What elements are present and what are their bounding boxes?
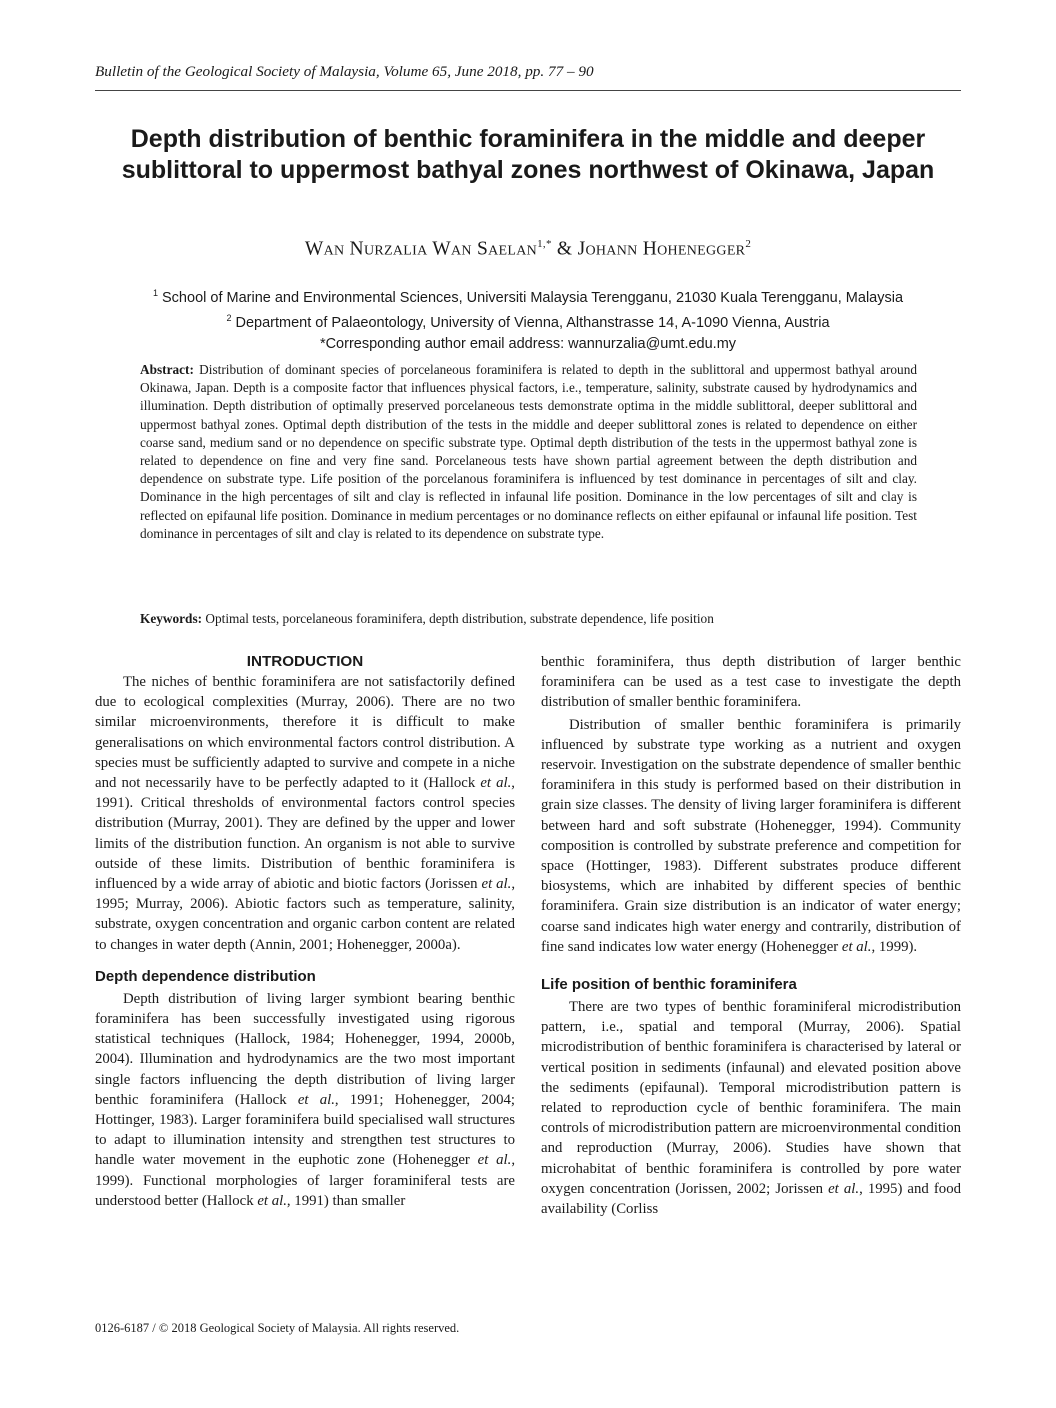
author-separator: & [551, 238, 578, 260]
introduction-heading: INTRODUCTION [246, 653, 364, 670]
right-column [541, 652, 961, 1219]
journal-header: Bulletin of the Geological Society of Malaysia, Volume 65, June 2018, pp. 77 – 90 [95, 62, 961, 91]
author-list [95, 238, 961, 261]
corresponding-author: *Corresponding author email address: wannurzalia@umt.edu.my [319, 335, 737, 352]
affiliation-line [95, 283, 961, 308]
continued-paragraph: benthic foraminifera, thus depth distribution of larger benthic foraminifera can be used as a test case to investigate the depth distribution of smaller benthic foraminifera. [541, 654, 961, 711]
keywords [140, 610, 917, 628]
affiliations [95, 283, 961, 354]
affiliation-text: Department of Palaeontology, University of Vienna, Althanstrasse 14, A-1090 Vienna, Austria [231, 315, 830, 332]
introduction-paragraph: The niches of benthic foraminifera are not satisfactorily defined due to ecological complexities (Murray, 2006). There are no two similar microenvironments, therefore it is difficult to make generalisations on which environmental factors control distribution. A species must be sufficiently adapted to survive and compete in a niche and not necessarily have to be perfectly adapted to it (Hallock et al., 1991). Critical thresholds of environmental factors control species distribution (Murray, 2001). They are defined by the upper and lower limits of the distribution function. An organism is not able to survive outside of these limits. Distribution of benthic foraminifera is influenced by a wide array of abiotic and biotic factors (Jorissen et al., 1995; Murray, 2006). Abiotic factors such as temperature, salinity, substrate, oxygen concentration and organic carbon content are related to changes in water depth (Annin, 2001; Hohenegger, 2000a). [95, 674, 516, 953]
life-position-paragraph: There are two types of benthic foraminiferal microdistribution pattern, i.e., spatial and temporal (Murray, 2006). Spatial microdistribution of benthic foraminifera is characterised by lateral or vertical position in sediments (infaunal) and elevated position above the sediments (epifaunal). Temporal microdistribution pattern is related to reproduction cycle of benthic foraminifera. The main controls of microdistribution pattern are microenvironmental condition and reproduction (Murray, 2006). Studies have shown that microhabitat of benthic foraminifera is controlled by pore water oxygen concentration (Jorissen, 2002; Jorissen et al., 1995) and food availability (Corliss [541, 999, 961, 1218]
life-position-heading: Life position of benthic foraminifera [541, 976, 797, 994]
abstract-label: Abstract: [140, 362, 194, 377]
author-affiliation-mark: 1,* [537, 238, 552, 250]
affiliation-mark: 1 [152, 288, 158, 298]
copyright-notice: 0126-6187 / © 2018 Geological Society of Malaysia. All rights reserved. [95, 1321, 460, 1335]
keywords-text: Optimal tests, porcelaneous foraminifera, depth distribution, substrate dependence, life position [202, 611, 714, 626]
author-name: Wan Nurzalia Wan Saelan [304, 238, 538, 260]
abstract [140, 361, 917, 543]
substrate-paragraph: Distribution of smaller benthic foraminifera is primarily influenced by substrate type working as a nutrient and oxygen reservoir. Investigation on the substrate dependence of smaller benthic foraminifera in this study is performed based on their distribution in grain size classes. The density of living larger foraminifera is different between hard and soft substrate (Hohenegger, 1994). Community composition is controlled by substrate preference and competition for space (Hottinger, 1983). Different substrates produce different biosystems, which are inhabited by different species of benthic foraminifera. Grain size distribution is an indicator of water energy; coarse sand indicates high water energy and contrarily, distribution of fine sand indicates low water energy (Hohenegger et al., 1999). [541, 716, 961, 955]
keywords-label: Keywords: [140, 611, 203, 626]
author-affiliation-mark: 2 [745, 238, 752, 250]
left-column [95, 652, 515, 1211]
abstract-text: Distribution of dominant species of porcelaneous foraminifera is related to depth in the sublittoral and uppermost bathyal around Okinawa, Japan. Depth is a composite factor that influences physical factors, i.e., temperature, salinity, substrate caused by hydrodynamics and illumination. Depth distribution of optimally preserved porcelaneous tests demonstrate optima in the middle sublittoral, deeper sublittoral and uppermost bathyal zones. Optimal depth distribution of the tests in the middle and deeper sublittoral zones is related to dependence on either coarse sand, medium sand or no dependence on specific substrate type. Optimal depth distribution of the tests in the uppermost bathyal zone is related to dependence on fine and very fine sand. Porcelaneous tests have shown partial agreement between the depth distribution and dependence on substrate type. Life position of the porcelanous foraminifera is influenced by test dominance in percentages of silt and clay. Dominance in the high percentages of silt and clay is reflected in infaunal life position. Dominance in the low percentages of silt and clay is reflected on epifaunal life position. Dominance in medium percentages or no dominance reflects on either epifaunal or infaunal life position. Test dominance in percentages of silt and clay is related to its dependence on substrate type. [140, 362, 917, 541]
affiliation-line [95, 308, 961, 333]
depth-section-paragraph: Depth distribution of living larger symbiont bearing benthic foraminifera has been successfully investigated using rigorous statistical techniques (Hallock, 1984; Hohenegger, 1994, 2000b, 2004). Illumination and hydrodynamics are the two most important single factors influencing the depth distribution of living larger benthic foraminifera (Hallock et al., 1991; Hohenegger, 2004; Hottinger, 1983). Larger foraminifera build specialised wall structures to adapt to illumination intensity and strengthen test structures to handle water movement in the euphotic zone (Hohenegger et al., 1999). Functional morphologies of larger foraminiferal tests are understood better (Hallock et al., 1991) than smaller [95, 990, 516, 1209]
affiliation-mark: 2 [226, 313, 232, 324]
affiliation-text: School of Marine and Environmental Sciences, Universiti Malaysia Terengganu, 21030 Kuala Terengganu, Malaysia [157, 289, 904, 306]
paper-title: Depth distribution of benthic foraminifera in the middle and deeper sublittoral to uppermost bathyal zones northwest of Okinawa, Japan [121, 125, 935, 184]
depth-section-heading: Depth dependence distribution [95, 967, 316, 985]
author-name: Johann Hohenegger [577, 238, 746, 260]
